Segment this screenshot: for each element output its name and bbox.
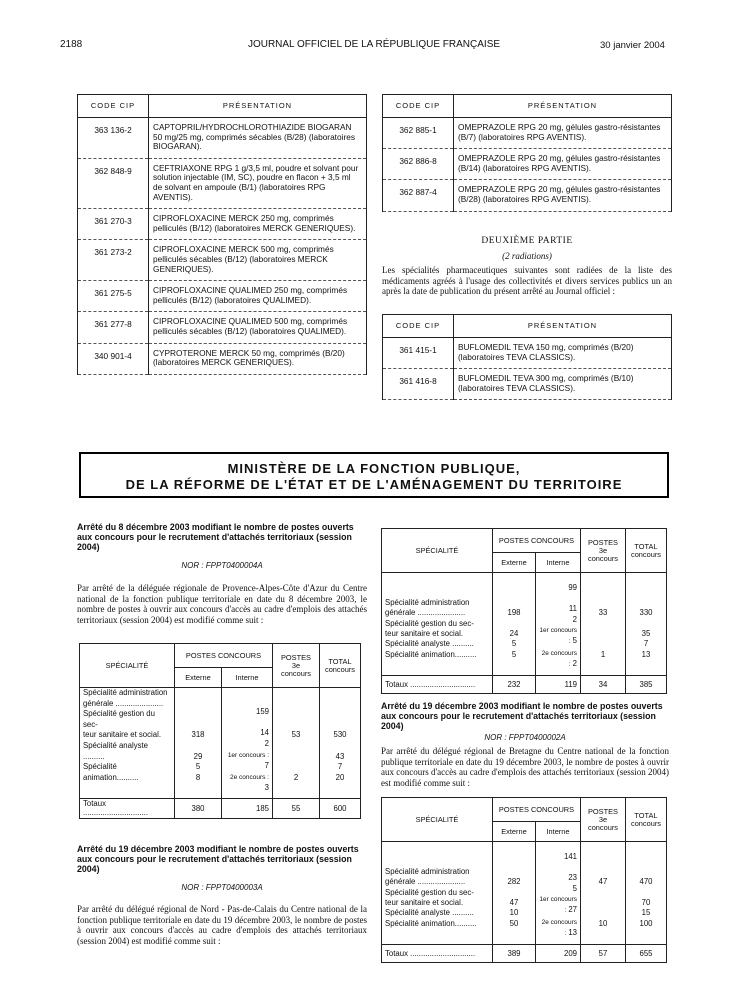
col-header-total: TOTAL concours xyxy=(626,529,667,573)
arrete-nor: NOR : FPPT0400004A xyxy=(181,561,263,570)
table-row: 362 887-4 OMEPRAZOLE RPG 20 mg, gélules gastro-résistantes (B/28) (laboratoires RPG AVENTIS). xyxy=(383,180,672,211)
col-header-cip: CODE CIP xyxy=(78,95,149,118)
page-number: 2188 xyxy=(60,39,83,50)
totals-row: Totaux .............................. 380 185 55 600 xyxy=(80,798,361,818)
part-subtitle: (2 radiations) xyxy=(502,251,552,261)
part-paragraph: Les spécialités pharmaceutiques suivantes sont radiées de la liste des médicaments agréés à l'usage des collectivités et divers services publics un an après la date de publication du présent arrêté au Journal officiel : xyxy=(382,265,672,296)
col-header-specialite: SPÉCIALITÉ xyxy=(382,798,493,842)
part-title: DEUXIÈME PARTIE xyxy=(481,236,573,246)
table-row: Spécialité administration générale ...................... Spécialité gestion du sec- teur sanitaire et social. Spécialité analyste .......... Spécialité animation.......... 282 47 10 50 141 23 5 1er concours : 27 2e concours : 13 47 10 470 70 15 100 xyxy=(382,842,667,945)
table-row: 361 273-2 CIPROFLOXACINE MERCK 500 mg, comprimés pelliculés sécables (B/12) (laboratoires MERCK GENERIQUES). xyxy=(78,240,367,281)
col-header-presentation: PRÉSENTATION xyxy=(454,95,672,118)
table-row: 362 885-1 OMEPRAZOLE RPG 20 mg, gélules gastro-résistantes (B/7) (laboratoires RPG AVENTIS). xyxy=(383,118,672,149)
arrete-title: Arrêté du 19 décembre 2003 modifiant le nombre de postes ouverts aux concours pour le recrutement d'attachés territoriaux (session 2004) xyxy=(77,844,359,874)
table-row: Spécialité administration générale ...................... Spécialité gestion du sec- teur sanitaire et social. Spécialité analyste .......... Spécialité animation.......... 198 24 5 5 99 11 2 1er concours : 5 2e concours : 2 33 1 330 35 7 13 xyxy=(382,573,667,676)
col-header-specialite: SPÉCIALITÉ xyxy=(80,644,175,688)
table-row: 361 270-3 CIPROFLOXACINE MERCK 250 mg, comprimés pelliculés (B/12) (laboratoires MERCK GENERIQUES). xyxy=(78,209,367,240)
ministry-banner xyxy=(79,452,669,498)
right-medication-table-1 xyxy=(382,94,672,212)
col-header-3e: POSTES 3e concours xyxy=(273,644,320,688)
table-row: 363 136-2 CAPTOPRIL/HYDROCHLOROTHIAZIDE BIOGARAN 50 mg/25 mg, comprimés sécables (B/28) (laboratoires BIOGARAN). xyxy=(78,118,367,159)
table-row: 361 416-8 BUFLOMEDIL TEVA 300 mg, comprimés (B/10) (laboratoires TEVA CLASSICS). xyxy=(383,369,672,400)
table-row: 340 901-4 CYPROTERONE MERCK 50 mg, comprimés (B/20) (laboratoires MERCK GENERIQUES). xyxy=(78,343,367,374)
col-header-presentation: PRÉSENTATION xyxy=(454,315,672,338)
col-header-postes: POSTES CONCOURS xyxy=(493,798,581,822)
table-row: Spécialité administration générale ...................... Spécialité gestion du sec- teur sanitaire et social. Spécialité analyste .......... Spécialité animation.......... 318 29 5 8 159 14 2 1er concours : 7 2e concours : 3 53 2 530 43 7 20 xyxy=(80,688,361,799)
ministry-line-2: DE LA RÉFORME DE L'ÉTAT ET DE L'AMÉNAGEMENT DU TERRITOIRE xyxy=(125,477,623,492)
table-row: 362 886-8 OMEPRAZOLE RPG 20 mg, gélules gastro-résistantes (B/14) (laboratoires RPG AVENTIS). xyxy=(383,149,672,180)
postes-table-1: SPÉCIALITÉ POSTES CONCOURS POSTES 3e concours TOTAL concours Externe Interne Spécialité administration générale ...................... Spécialité gestion du sec- teur sanitaire et social. Spécialité analyste .......... Spécialité animation.......... 318 29 5 8 159 14 2 1er concours : 7 2e concours : 3 53 2 530 43 7 20 Totaux .............................. 380 185 55 600 xyxy=(79,643,361,819)
left-medication-table xyxy=(77,94,367,375)
col-header-postes: POSTES CONCOURS xyxy=(493,529,581,553)
col-header-total: TOTAL concours xyxy=(626,798,667,842)
arrete-nor: NOR : FPPT0400002A xyxy=(484,733,566,742)
arrete-title: Arrêté du 19 décembre 2003 modifiant le nombre de postes ouverts aux concours pour le recrutement d'attachés territoriaux (session 2004) xyxy=(381,701,663,731)
arrete-paragraph: Par arrêté du délégué régional de Nord - Pas-de-Calais du Centre national de la fonction publique territoriale en date du 19 décembre 2003, le nombre de postes à ouvrir aux concours d'accès au cadre d'emplois des attachés territoriaux (session 2004) est modifié comme suit : xyxy=(77,904,367,946)
arrete-paragraph: Par arrêté du délégué régional de Bretagne du Centre national de la fonction publique territoriale en date du 19 décembre 2003, le nombre de postes à ouvrir aux concours d'accès au cadre d'emplois des attachés territoriaux (session 2004) est modifié comme suit : xyxy=(381,746,669,788)
col-header-presentation: PRÉSENTATION xyxy=(149,95,367,118)
issue-date: 30 janvier 2004 xyxy=(600,40,665,51)
col-header-cip: CODE CIP xyxy=(383,315,454,338)
arrete-nor: NOR : FPPT0400003A xyxy=(181,883,263,892)
ministry-line-1: MINISTÈRE DE LA FONCTION PUBLIQUE, xyxy=(227,461,521,476)
postes-table-2: SPÉCIALITÉ POSTES CONCOURS POSTES 3e concours TOTAL concours Externe Interne Spécialité administration générale ...................... Spécialité gestion du sec- teur sanitaire et social. Spécialité analyste .......... Spécialité animation.......... 198 24 5 5 99 11 2 1er concours : 5 2e concours : 2 33 1 330 35 7 13 Totaux .............................. 232 119 34 385 xyxy=(381,528,667,694)
table-row: 361 277-8 CIPROFLOXACINE QUALIMED 500 mg, comprimés pelliculés sécables (B/12) (laboratoires QUALIMED). xyxy=(78,312,367,343)
totals-row: Totaux .............................. 389 209 57 655 xyxy=(382,944,667,962)
col-header-total: TOTAL concours xyxy=(320,644,361,688)
table-row: 361 275-5 CIPROFLOXACINE QUALIMED 250 mg, comprimés pelliculés (B/12) (laboratoires QUALIMED). xyxy=(78,281,367,312)
right-medication-table-2 xyxy=(382,314,672,400)
postes-table-3: SPÉCIALITÉ POSTES CONCOURS POSTES 3e concours TOTAL concours Externe Interne Spécialité administration générale ...................... Spécialité gestion du sec- teur sanitaire et social. Spécialité analyste .......... Spécialité animation.......... 282 47 10 50 141 23 5 1er concours : 27 2e concours : 13 47 10 470 70 15 100 Totaux .............................. 389 209 57 655 xyxy=(381,797,667,963)
arrete-paragraph: Par arrêté de la déléguée régionale de Provence-Alpes-Côte d'Azur du Centre national de la fonction publique territoriale en date du 8 décembre 2003, le nombre de postes à ouvrir aux concours d'accès au cadre d'emplois des attachés territoriaux (session 2004) est modifié comme suit : xyxy=(77,583,367,625)
col-header-cip: CODE CIP xyxy=(383,95,454,118)
col-header-specialite: SPÉCIALITÉ xyxy=(382,529,493,573)
arrete-title: Arrêté du 8 décembre 2003 modifiant le nombre de postes ouverts aux concours pour le recrutement d'attachés territoriaux (session 2004) xyxy=(77,522,354,552)
table-row: 362 848-9 CEFTRIAXONE RPG 1 g/3,5 ml, poudre et solvant pour solution injectable (IM, SC), poudre en flacon + 3,5 ml de solvant en ampoule (B/1) (laboratoires RPG AVENTIS). xyxy=(78,158,367,208)
table-row: 361 415-1 BUFLOMEDIL TEVA 150 mg, comprimés (B/20) (laboratoires TEVA CLASSICS). xyxy=(383,338,672,369)
totals-row: Totaux .............................. 232 119 34 385 xyxy=(382,675,667,693)
col-header-postes: POSTES CONCOURS xyxy=(175,644,273,668)
col-header-3e: POSTES 3e concours xyxy=(581,798,626,842)
journal-title: JOURNAL OFFICIEL DE LA RÉPUBLIQUE FRANÇAISE xyxy=(247,39,501,50)
col-header-3e: POSTES 3e concours xyxy=(581,529,626,573)
